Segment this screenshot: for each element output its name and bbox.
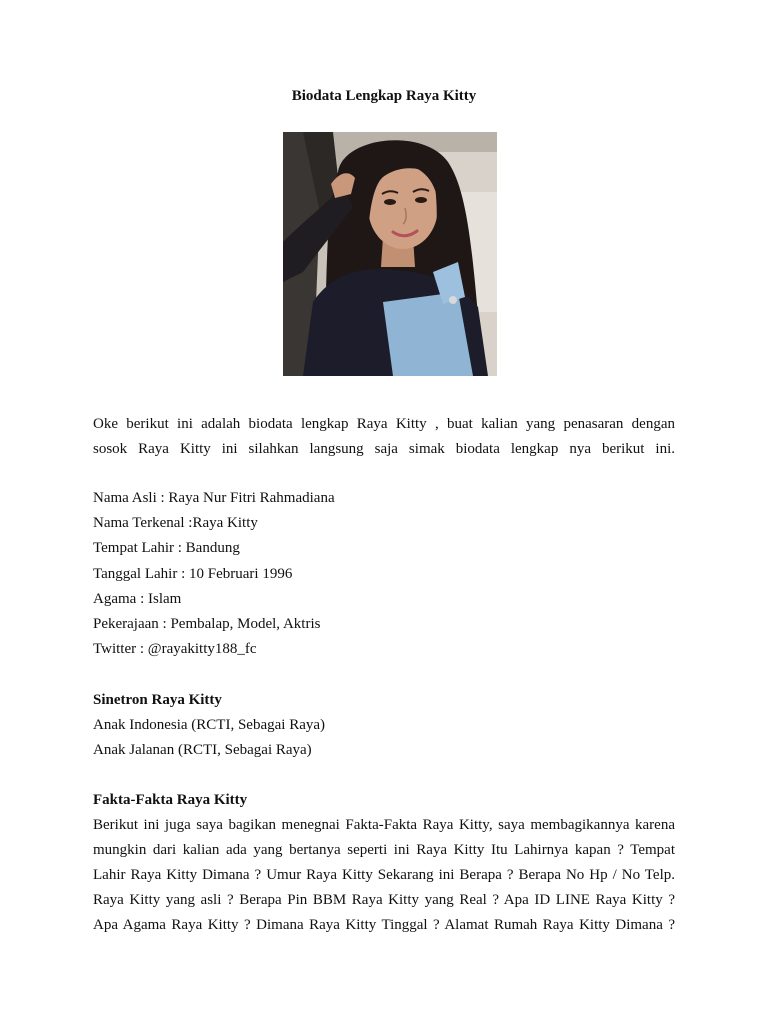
bio-occupation: Pekerajaan : Pembalap, Model, Aktris — [93, 616, 321, 633]
intro-paragraph — [93, 412, 675, 462]
intro-line: sosok Raya Kitty ini silahkan langsung saja simak biodata lengkap nya berikut ini. — [93, 441, 675, 457]
fakta-line: Raya Kitty yang asli ? Berapa Pin BBM Raya Kitty yang Real ? Apa ID LINE Raya Kitty ? — [93, 892, 675, 908]
document-title: Biodata Lengkap Raya Kitty — [291, 88, 477, 104]
bio-twitter: Twitter : @rayakitty188_fc — [93, 641, 257, 658]
bio-known-name: Nama Terkenal :Raya Kitty — [93, 515, 258, 532]
bio-real-name: Nama Asli : Raya Nur Fitri Rahmadiana — [93, 490, 335, 506]
sinetron-section — [93, 688, 675, 763]
bio-birthplace: Tempat Lahir : Bandung — [93, 540, 240, 557]
fakta-line: Apa Agama Raya Kitty ? Dimana Raya Kitty Tinggal ? Alamat Rumah Raya Kitty Dimana ? — [93, 917, 675, 933]
profile-photo — [283, 132, 497, 376]
fakta-line: Berikut ini juga saya bagikan menegnai Fakta-Fakta Raya Kitty, saya membagikannya karena — [93, 817, 675, 833]
fakta-section — [93, 788, 675, 938]
biodata-list — [93, 486, 675, 662]
fakta-heading: Fakta-Fakta Raya Kitty — [93, 792, 248, 808]
sinetron-item: Anak Indonesia (RCTI, Sebagai Raya) — [93, 717, 326, 733]
bio-birthdate: Tanggal Lahir : 10 Februari 1996 — [93, 565, 293, 582]
intro-line: Oke berikut ini adalah biodata lengkap Raya Kitty , buat kalian yang penasaran dengan — [93, 416, 675, 432]
sinetron-heading: Sinetron Raya Kitty — [93, 692, 222, 708]
fakta-paragraph — [93, 813, 675, 938]
bio-religion: Agama : Islam — [93, 590, 182, 607]
fakta-line: mungkin dari kalian ada yang bertanya seperti ini Raya Kitty Itu Lahirnya kapan ? Tempat — [93, 842, 675, 858]
fakta-line: Lahir Raya Kitty Dimana ? Umur Raya Kitty Sekarang ini Berapa ? Berapa No Hp / No Telp. — [93, 867, 675, 883]
sinetron-item: Anak Jalanan (RCTI, Sebagai Raya) — [93, 742, 312, 758]
